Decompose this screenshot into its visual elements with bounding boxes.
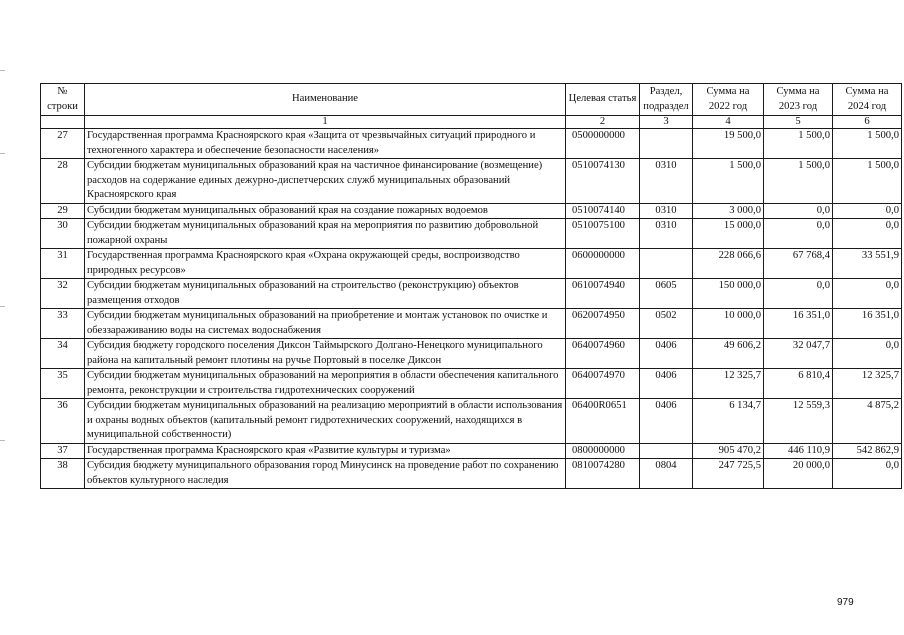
- row-name: Субсидии бюджетам муниципальных образований края на мероприятия по развитию добровольной пожарной охраны: [85, 219, 566, 249]
- row-sum-2023: 32 047,7: [764, 339, 833, 369]
- header-row: [41, 84, 902, 116]
- row-section: 0406: [640, 339, 693, 369]
- row-name: Субсидии бюджетам муниципальных образований края на частичное финансирование (возмещение) расходов на содержание единых дежурно-диспетчерских служб муниципальных образований Красноярского края: [85, 159, 566, 204]
- row-number: 38: [41, 459, 85, 489]
- row-target-article: 0600000000: [566, 249, 640, 279]
- row-target-article: 0510075100: [566, 219, 640, 249]
- row-name: Субсидии бюджетам муниципальных образований на реализацию мероприятий в области использования и охраны водных объектов (капитальный ремонт гидротехнических сооружений, находящихся в муниципальной собственности): [85, 399, 566, 444]
- row-target-article: 0800000000: [566, 443, 640, 459]
- budget-table: [40, 83, 902, 489]
- row-section: 0310: [640, 159, 693, 204]
- row-name: Государственная программа Красноярского края «Защита от чрезвычайных ситуаций природного и техногенного характера и обеспечение безопасности населения»: [85, 129, 566, 159]
- header-target-article: Целевая статья: [566, 84, 640, 116]
- row-target-article: 0510074140: [566, 203, 640, 219]
- row-section: [640, 249, 693, 279]
- row-section: 0310: [640, 219, 693, 249]
- table-row: [41, 279, 902, 309]
- row-sum-2022: 1 500,0: [693, 159, 764, 204]
- row-sum-2022: 49 606,2: [693, 339, 764, 369]
- header-sum-2024: Сумма на 2024 год: [833, 84, 902, 116]
- row-sum-2022: 12 325,7: [693, 369, 764, 399]
- row-section: 0406: [640, 369, 693, 399]
- row-sum-2023: 12 559,3: [764, 399, 833, 444]
- table-row: [41, 399, 902, 444]
- row-target-article: 0500000000: [566, 129, 640, 159]
- row-sum-2024: 542 862,9: [833, 443, 902, 459]
- row-number: 30: [41, 219, 85, 249]
- table-row: [41, 219, 902, 249]
- table-row: [41, 339, 902, 369]
- row-sum-2022: 905 470,2: [693, 443, 764, 459]
- row-name: Субсидии бюджетам муниципальных образований края на создание пожарных водоемов: [85, 203, 566, 219]
- row-sum-2023: 0,0: [764, 279, 833, 309]
- row-sum-2023: 16 351,0: [764, 309, 833, 339]
- header-sum-2022: Сумма на 2022 год: [693, 84, 764, 116]
- row-sum-2022: 19 500,0: [693, 129, 764, 159]
- table-row: [41, 459, 902, 489]
- row-sum-2024: 4 875,2: [833, 399, 902, 444]
- row-section: [640, 443, 693, 459]
- table-row: [41, 309, 902, 339]
- row-number: 33: [41, 309, 85, 339]
- table-row: [41, 443, 902, 459]
- row-sum-2023: 20 000,0: [764, 459, 833, 489]
- column-index-cell: 1: [85, 116, 566, 129]
- row-target-article: 0510074130: [566, 159, 640, 204]
- row-name: Субсидии бюджетам муниципальных образований на приобретение и монтаж установок по очистке и обеззараживанию воды на системах водоснабжения: [85, 309, 566, 339]
- column-index-cell: 6: [833, 116, 902, 129]
- row-number: 29: [41, 203, 85, 219]
- row-sum-2023: 0,0: [764, 203, 833, 219]
- row-sum-2023: 1 500,0: [764, 129, 833, 159]
- row-sum-2024: 0,0: [833, 203, 902, 219]
- row-sum-2024: 0,0: [833, 279, 902, 309]
- row-number: 31: [41, 249, 85, 279]
- row-name: Государственная программа Красноярского края «Охрана окружающей среды, воспроизводство природных ресурсов»: [85, 249, 566, 279]
- header-name: Наименование: [85, 84, 566, 116]
- row-sum-2024: 0,0: [833, 459, 902, 489]
- table-row: [41, 129, 902, 159]
- column-index-cell: 3: [640, 116, 693, 129]
- row-sum-2024: 1 500,0: [833, 129, 902, 159]
- page-number: 979: [837, 597, 854, 608]
- row-sum-2023: 67 768,4: [764, 249, 833, 279]
- row-name: Субсидия бюджету городского поселения Диксон Таймырского Долгано-Ненецкого муниципального района на капитальный ремонт плотины на ручье Портовый в поселке Диксон: [85, 339, 566, 369]
- row-sum-2022: 15 000,0: [693, 219, 764, 249]
- row-section: [640, 129, 693, 159]
- row-name: Государственная программа Красноярского края «Развитие культуры и туризма»: [85, 443, 566, 459]
- row-sum-2022: 6 134,7: [693, 399, 764, 444]
- row-number: 32: [41, 279, 85, 309]
- row-target-article: 0610074940: [566, 279, 640, 309]
- row-sum-2024: 12 325,7: [833, 369, 902, 399]
- row-section: 0605: [640, 279, 693, 309]
- row-target-article: 0810074280: [566, 459, 640, 489]
- column-index-cell: 2: [566, 116, 640, 129]
- row-sum-2023: 0,0: [764, 219, 833, 249]
- row-sum-2022: 150 000,0: [693, 279, 764, 309]
- row-sum-2024: 33 551,9: [833, 249, 902, 279]
- scan-edge-mark: [0, 153, 5, 154]
- row-sum-2024: 0,0: [833, 339, 902, 369]
- row-sum-2022: 228 066,6: [693, 249, 764, 279]
- row-number: 36: [41, 399, 85, 444]
- scan-edge-mark: [0, 70, 5, 71]
- row-section: 0310: [640, 203, 693, 219]
- row-section: 0502: [640, 309, 693, 339]
- row-target-article: 0640074960: [566, 339, 640, 369]
- row-sum-2024: 1 500,0: [833, 159, 902, 204]
- row-target-article: 0640074970: [566, 369, 640, 399]
- row-name: Субсидии бюджетам муниципальных образований на строительство (реконструкцию) объектов размещения отходов: [85, 279, 566, 309]
- scan-edge-mark: [0, 306, 5, 307]
- row-number: 34: [41, 339, 85, 369]
- row-sum-2023: 6 810,4: [764, 369, 833, 399]
- row-sum-2023: 1 500,0: [764, 159, 833, 204]
- row-sum-2022: 247 725,5: [693, 459, 764, 489]
- row-number: 37: [41, 443, 85, 459]
- row-sum-2022: 10 000,0: [693, 309, 764, 339]
- column-index-cell: 4: [693, 116, 764, 129]
- row-target-article: 06400R0651: [566, 399, 640, 444]
- header-row-number: № строки: [41, 84, 85, 116]
- column-index-cell: [41, 116, 85, 129]
- row-number: 35: [41, 369, 85, 399]
- row-name: Субсидия бюджету муниципального образования город Минусинск на проведение работ по сохранению объектов культурного наследия: [85, 459, 566, 489]
- row-sum-2023: 446 110,9: [764, 443, 833, 459]
- row-sum-2024: 16 351,0: [833, 309, 902, 339]
- row-section: 0804: [640, 459, 693, 489]
- row-section: 0406: [640, 399, 693, 444]
- scan-edge-mark: [0, 440, 5, 441]
- column-index-cell: 5: [764, 116, 833, 129]
- row-number: 28: [41, 159, 85, 204]
- table-row: [41, 159, 902, 204]
- header-section: Раздел, подраздел: [640, 84, 693, 116]
- row-target-article: 0620074950: [566, 309, 640, 339]
- row-name: Субсидии бюджетам муниципальных образований на мероприятия в области обеспечения капитального ремонта, реконструкции и строительства гидротехнических сооружений: [85, 369, 566, 399]
- table-row: [41, 249, 902, 279]
- header-sum-2023: Сумма на 2023 год: [764, 84, 833, 116]
- table-row: [41, 203, 902, 219]
- row-number: 27: [41, 129, 85, 159]
- row-sum-2022: 3 000,0: [693, 203, 764, 219]
- table-row: [41, 369, 902, 399]
- row-sum-2024: 0,0: [833, 219, 902, 249]
- column-index-row: [41, 116, 902, 129]
